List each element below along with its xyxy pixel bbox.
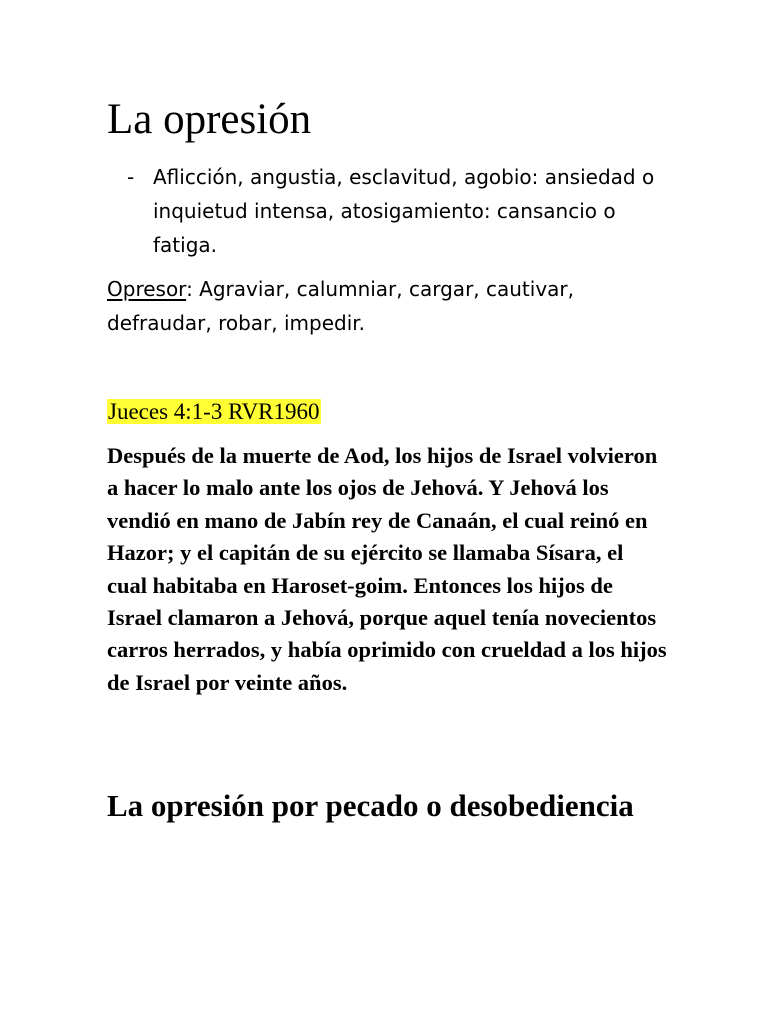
opresor-term: Opresor <box>107 277 187 301</box>
section-heading: La opresión por pecado o desobediencia <box>107 788 634 823</box>
opresor-paragraph <box>107 272 667 340</box>
definition-text: Aflicción, angustia, esclavitud, agobio: ansiedad o inquietud intensa, atosigamiento: cansancio o fatiga. <box>153 165 655 257</box>
scripture-reference <box>107 396 321 428</box>
page-title: La opresión <box>107 96 312 143</box>
bullet-dash: - <box>127 165 135 189</box>
scripture-verse: Después de la muerte de Aod, los hijos de Israel volvieron a hacer lo malo ante los ojos de Jehová. Y Jehová los vendió en mano de Jabín rey de Canaán, el cual reinó en Hazor; y el capitán de su ejército se llamaba Sísara, el cual habitaba en Haroset-goim. Entonces los hijos de Israel clamaron a Jehová, porque aquel tenía novecientos carros herrados, y había oprimido con crueldad a los hijos de Israel por veinte años. <box>107 443 667 695</box>
definition-item <box>107 160 667 262</box>
definition-list <box>107 160 667 262</box>
scripture-reference-text: Jueces 4:1-3 RVR1960 <box>108 399 320 424</box>
opresor-definition: : Agraviar, calumniar, cargar, cautivar, defraudar, robar, impedir. <box>107 277 575 335</box>
